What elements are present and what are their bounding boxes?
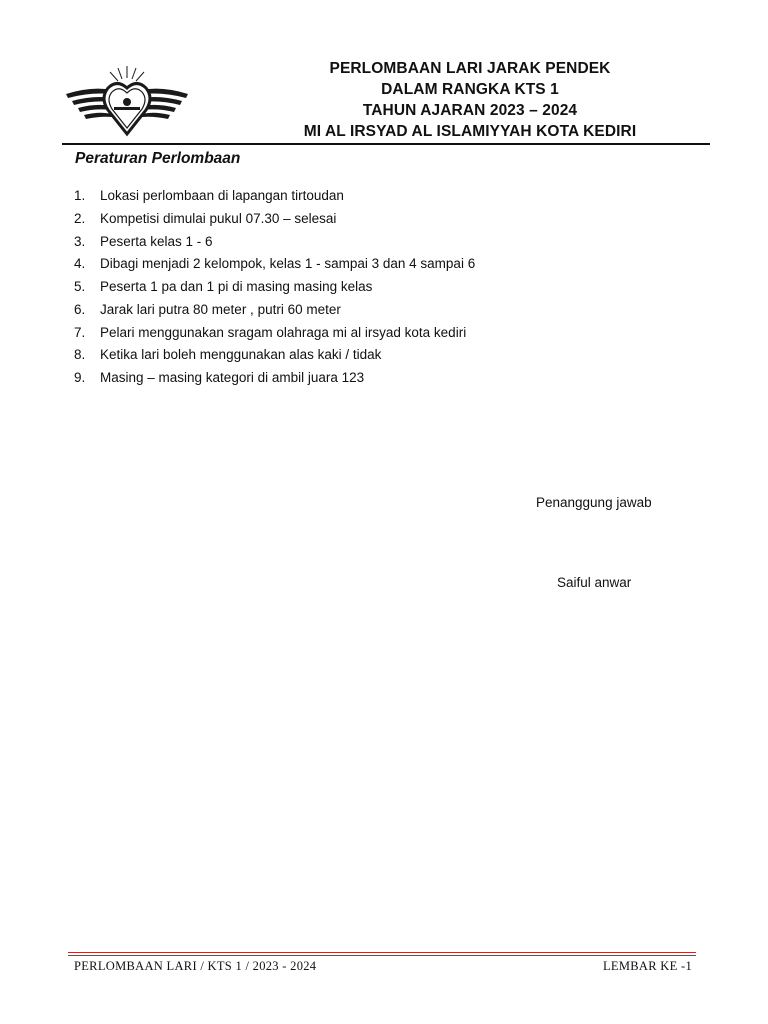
signer-role: Penanggung jawab <box>536 495 652 510</box>
list-item: 1. Lokasi perlombaan di lapangan tirtoudan <box>74 188 344 203</box>
school-emblem-logo <box>62 64 192 138</box>
header-year: TAHUN AJARAN 2023 – 2024 <box>362 102 578 119</box>
signer-name: Saiful anwar <box>557 575 632 590</box>
section-title: Peraturan Perlombaan <box>75 150 241 167</box>
list-item: 5. Peserta 1 pa dan 1 pi di masing masing kelas <box>74 279 373 294</box>
list-item: 2. Kompetisi dimulai pukul 07.30 – selesai <box>74 210 337 226</box>
list-item: 3. Peserta kelas 1 - 6 <box>74 233 213 249</box>
document-header <box>230 58 710 142</box>
list-item: 9. Masing – masing kategori di ambil juara 123 <box>74 370 365 385</box>
header-divider <box>62 143 710 145</box>
header-school: MI AL IRSYAD AL ISLAMIYYAH KOTA KEDIRI <box>303 123 637 140</box>
list-item: 4. Dibagi menjadi 2 kelompok, kelas 1 - sampai 3 dan 4 sampai 6 <box>74 256 476 272</box>
list-item: 7. Pelari menggunakan sragam olahraga mi al irsyad kota kediri <box>74 324 467 340</box>
header-title: PERLOMBAAN LARI JARAK PENDEK <box>329 60 611 77</box>
footer-document-label: PERLOMBAAN LARI / KTS 1 / 2023 - 2024 <box>74 959 317 973</box>
footer-divider-accent <box>68 952 696 953</box>
footer-page-label: LEMBAR KE -1 <box>602 959 692 973</box>
footer-divider <box>68 955 696 956</box>
header-event: DALAM RANGKA KTS 1 <box>381 81 559 98</box>
rules-list <box>74 185 475 390</box>
sun-rays-icon <box>110 66 144 81</box>
list-item: 6. Jarak lari putra 80 meter , putri 60 meter <box>74 301 341 317</box>
list-item: 8. Ketika lari boleh menggunakan alas kaki / tidak <box>74 347 382 363</box>
